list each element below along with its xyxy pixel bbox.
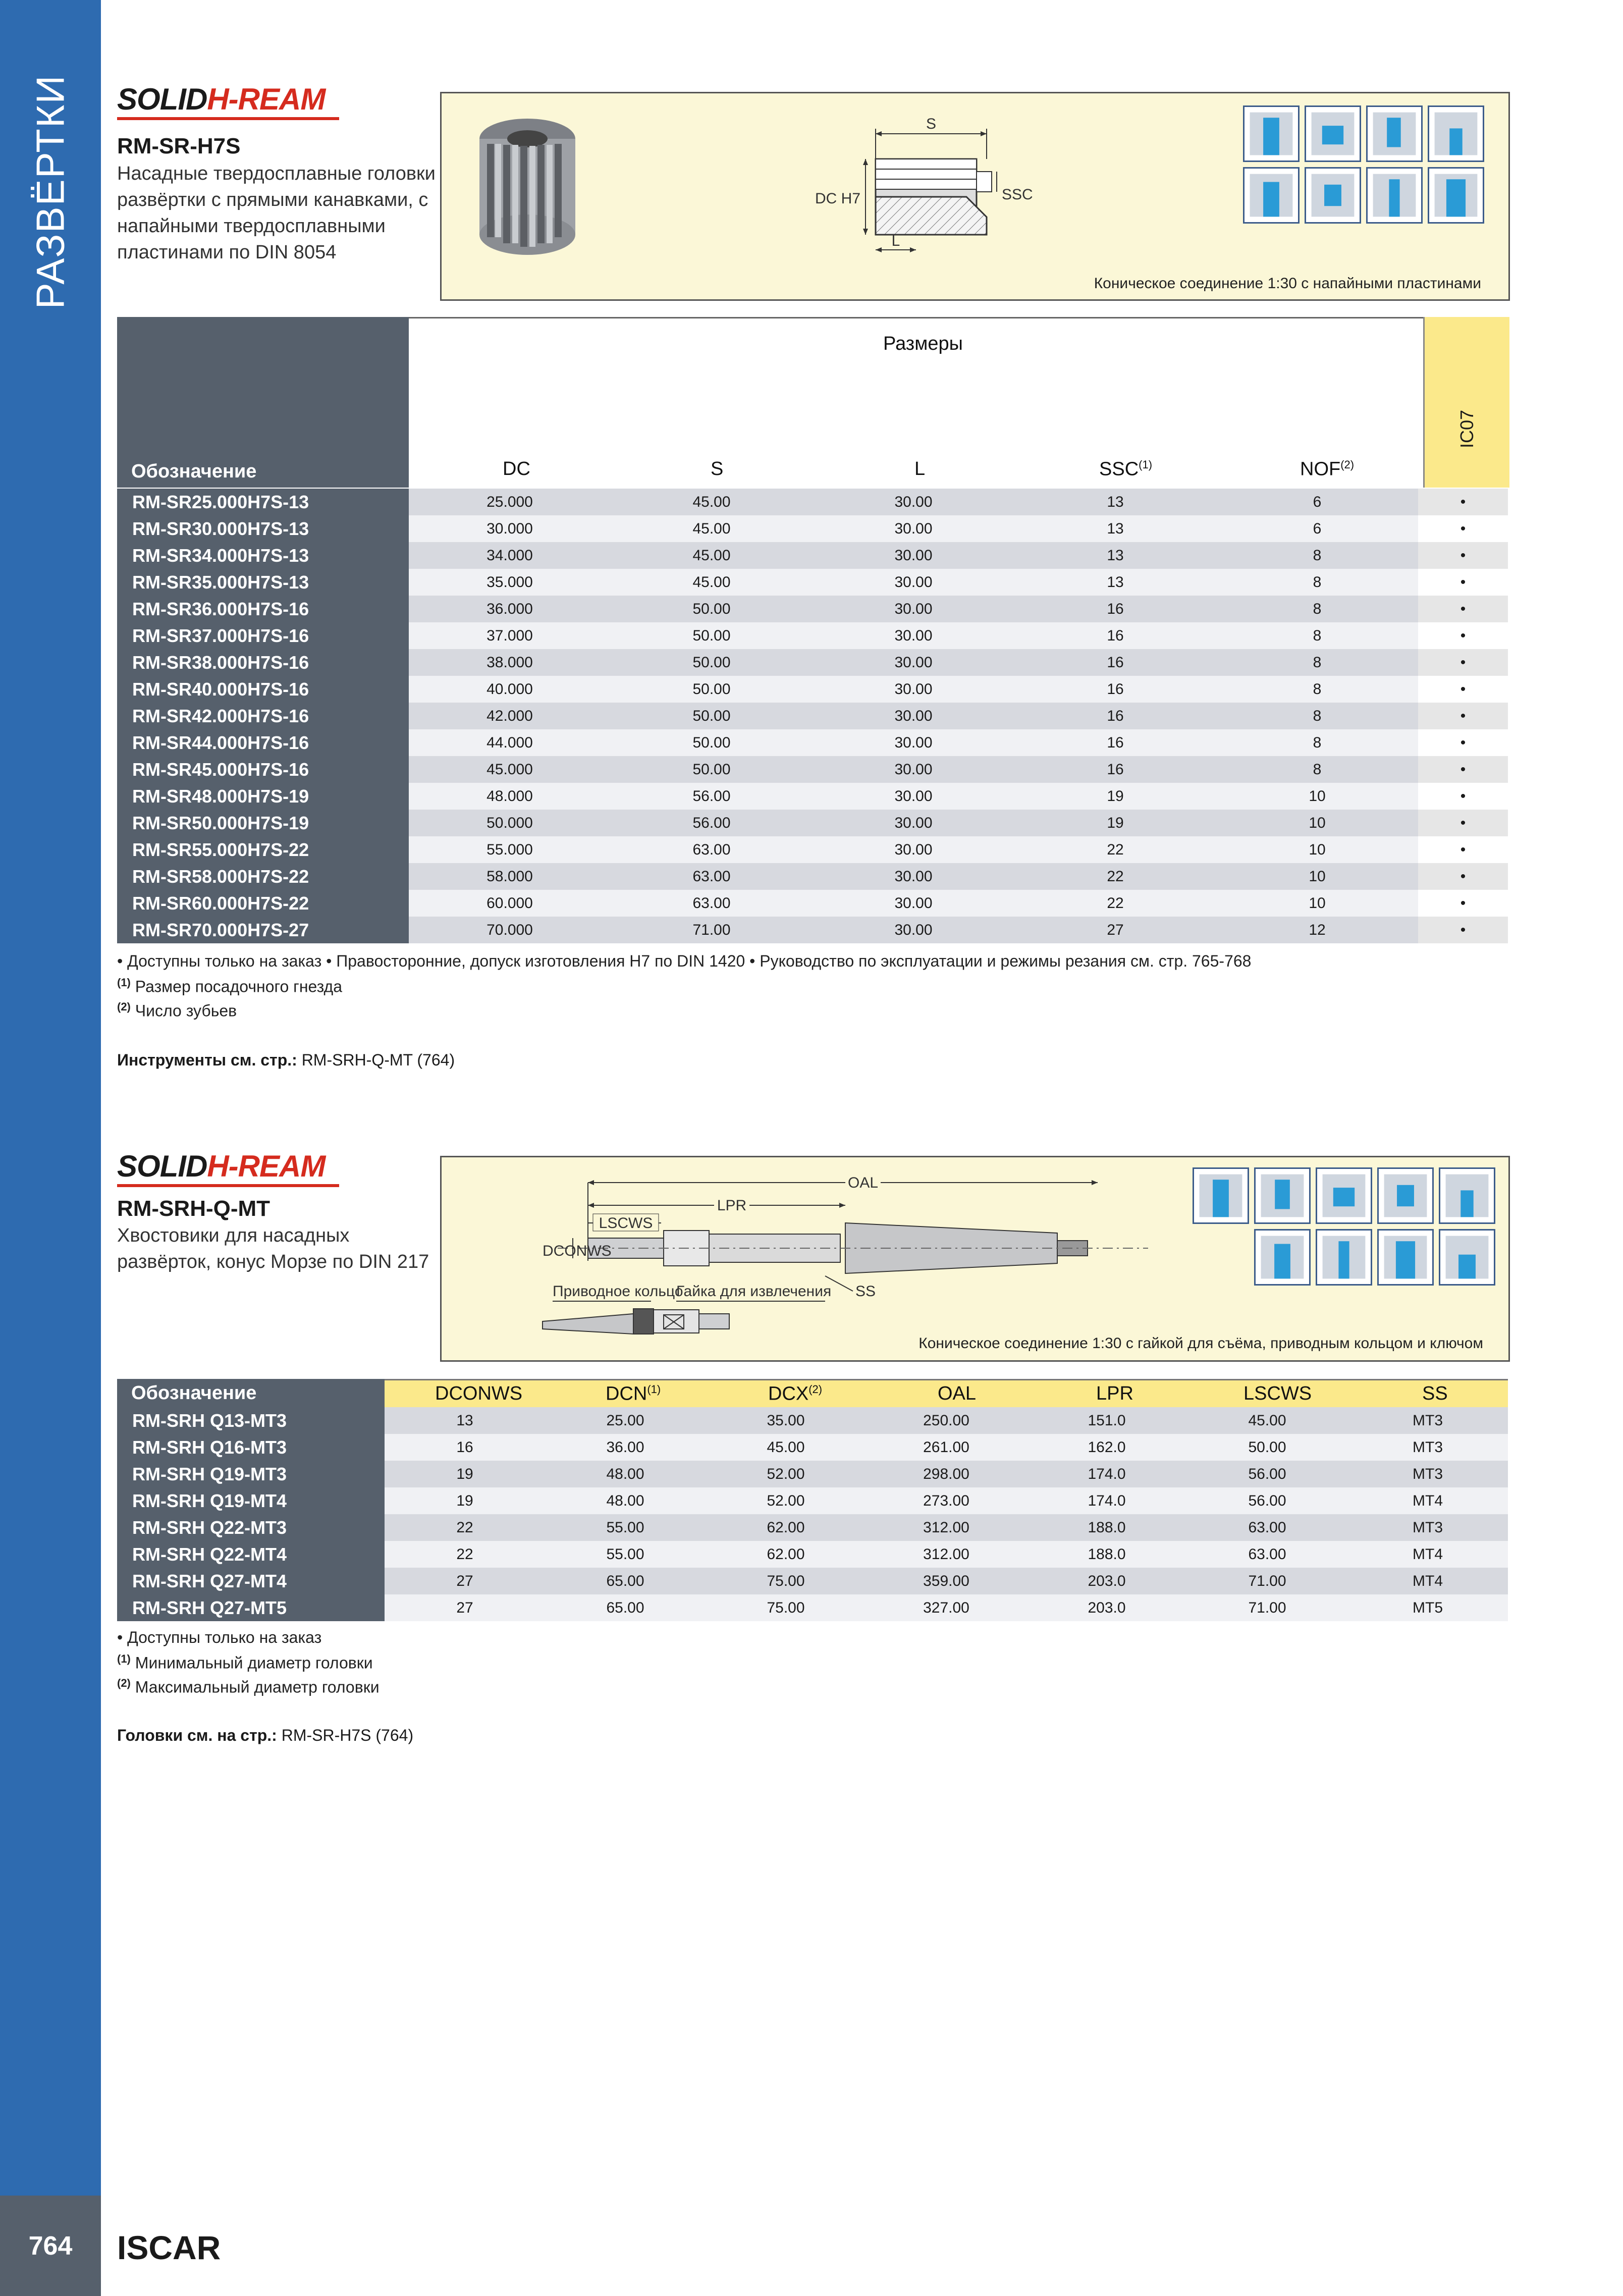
designation-cell: RM-SR48.000H7S-19 (117, 783, 409, 810)
dim-oal-label: OAL (847, 1174, 879, 1191)
product-description-2: Хвостовики для насадных развёрток, конус Морзе по DIN 217 (117, 1225, 429, 1272)
value-cell: 52.00 (706, 1461, 866, 1487)
dim-lscws-label: LSCWS (599, 1215, 653, 1232)
value-cell: 13 (1014, 542, 1216, 569)
value-cell: 45.000 (409, 756, 611, 783)
table1-cross-ref: Инструменты см. стр.: RM-SRH-Q-MT (764) (117, 1051, 455, 1069)
table-row (117, 622, 1508, 649)
application-icon (1254, 1167, 1311, 1224)
value-cell: 45.00 (706, 1434, 866, 1461)
col2-dcx: DCX$^{(2)}$ (768, 1383, 823, 1405)
value-cell: 174.0 (1026, 1461, 1187, 1487)
value-cell: 63.00 (1187, 1514, 1347, 1541)
value-cell: • (1418, 917, 1508, 943)
table-row (117, 542, 1508, 569)
value-cell: MT4 (1347, 1541, 1508, 1568)
table1-note-main: • Доступны только на заказ • Правосторонние, допуск изготовления H7 по DIN 1420 • Руководство по эксплуатации и режимы резания см. стр. 765-768 (117, 952, 1252, 970)
value-cell: 162.0 (1026, 1434, 1187, 1461)
value-cell: • (1418, 622, 1508, 649)
table-row (117, 703, 1508, 729)
value-cell: 19 (1014, 783, 1216, 810)
table-row (117, 649, 1508, 676)
application-icon (1243, 105, 1300, 162)
value-cell: 19 (385, 1461, 545, 1487)
value-cell: 10 (1216, 863, 1418, 890)
value-cell: • (1418, 596, 1508, 622)
value-cell: 30.00 (813, 703, 1014, 729)
drive-ring-label: Приводное кольцо (553, 1283, 683, 1300)
application-icon (1428, 167, 1484, 224)
value-cell: 65.00 (545, 1594, 706, 1621)
dim-dconws-label: DCONWS (543, 1243, 612, 1259)
value-cell: MT3 (1347, 1514, 1508, 1541)
value-cell: 45.00 (611, 542, 813, 569)
logo-underline (117, 117, 339, 120)
application-icon (1305, 167, 1361, 224)
connection-caption-2: Коническое соединение 1:30 с гайкой для съёма, приводным кольцом и ключом (918, 1335, 1483, 1352)
col-s: S (711, 458, 724, 479)
value-cell: 35.000 (409, 569, 611, 596)
value-cell: 75.00 (706, 1568, 866, 1594)
value-cell: 30.000 (409, 515, 611, 542)
product-panel-2 (440, 1156, 1510, 1362)
value-cell: 56.00 (611, 783, 813, 810)
value-cell: 6 (1216, 489, 1418, 515)
value-cell: • (1418, 649, 1508, 676)
value-cell: 312.00 (866, 1541, 1026, 1568)
table-row (117, 729, 1508, 756)
col-l: L (914, 458, 926, 479)
value-cell: 188.0 (1026, 1541, 1187, 1568)
table-row (117, 890, 1508, 917)
value-cell: 22 (1014, 890, 1216, 917)
value-cell: 65.00 (545, 1568, 706, 1594)
value-cell: • (1418, 489, 1508, 515)
value-cell: 13 (385, 1407, 545, 1434)
value-cell: 298.00 (866, 1461, 1026, 1487)
value-cell: 16 (1014, 596, 1216, 622)
value-cell: • (1418, 783, 1508, 810)
value-cell: 8 (1216, 703, 1418, 729)
designation-cell: RM-SR37.000H7S-16 (117, 622, 409, 649)
value-cell: 25.000 (409, 489, 611, 515)
value-cell: 56.00 (611, 810, 813, 836)
value-cell: 48.000 (409, 783, 611, 810)
solidh-ream-logo: SOLIDH-REAM (117, 82, 326, 116)
value-cell: 30.00 (813, 489, 1014, 515)
value-cell: 8 (1216, 756, 1418, 783)
table2-body (117, 1407, 1508, 1621)
value-cell: 203.0 (1026, 1568, 1187, 1594)
value-cell: 30.00 (813, 542, 1014, 569)
dim-s-label: S (926, 116, 937, 132)
value-cell: 30.00 (813, 810, 1014, 836)
value-cell: 8 (1216, 622, 1418, 649)
value-cell: 10 (1216, 783, 1418, 810)
table1-group-header: Размеры (883, 333, 963, 354)
dim-lpr-label: LPR (717, 1197, 747, 1214)
reamer-head-image (472, 114, 583, 260)
table2-header (117, 1379, 1508, 1407)
value-cell: 6 (1216, 515, 1418, 542)
value-cell: 174.0 (1026, 1487, 1187, 1514)
application-icon (1316, 1229, 1372, 1286)
value-cell: 16 (1014, 703, 1216, 729)
value-cell: 250.00 (866, 1407, 1026, 1434)
value-cell: 8 (1216, 569, 1418, 596)
table-row (117, 1434, 1508, 1461)
value-cell: MT4 (1347, 1487, 1508, 1514)
logo-underline-2 (117, 1184, 339, 1187)
designation-cell: RM-SR34.000H7S-13 (117, 542, 409, 569)
designation-cell: RM-SR42.000H7S-16 (117, 703, 409, 729)
value-cell: 44.000 (409, 729, 611, 756)
value-cell: 37.000 (409, 622, 611, 649)
value-cell: 30.00 (813, 569, 1014, 596)
shank-dimension-drawing (543, 1167, 1239, 1334)
value-cell: 45.00 (611, 515, 813, 542)
col-grade-ic07: IC07 (1423, 317, 1509, 488)
value-cell: 50.000 (409, 810, 611, 836)
designation-cell: RM-SRH Q22-MT3 (117, 1514, 385, 1541)
value-cell: 35.00 (706, 1407, 866, 1434)
value-cell: MT3 (1347, 1434, 1508, 1461)
table-row (117, 756, 1508, 783)
table2-note-2: $^{(2)}$ Максимальный диаметр головки (117, 1677, 380, 1696)
designation-cell: RM-SR58.000H7S-22 (117, 863, 409, 890)
value-cell: 56.00 (1187, 1487, 1347, 1514)
value-cell: 10 (1216, 836, 1418, 863)
col2-oal: OAL (938, 1383, 977, 1404)
value-cell: 48.00 (545, 1461, 706, 1487)
value-cell: 16 (1014, 729, 1216, 756)
value-cell: 25.00 (545, 1407, 706, 1434)
value-cell: 56.00 (1187, 1461, 1347, 1487)
value-cell: 27 (385, 1568, 545, 1594)
table1-body (117, 489, 1508, 943)
value-cell: 27 (1014, 917, 1216, 943)
designation-cell: RM-SR30.000H7S-13 (117, 515, 409, 542)
value-cell: 30.00 (813, 783, 1014, 810)
value-cell: 312.00 (866, 1514, 1026, 1541)
value-cell: 50.00 (611, 649, 813, 676)
value-cell: 8 (1216, 676, 1418, 703)
table1-note-2: $^{(2)}$ Число зубьев (117, 1000, 237, 1020)
dim-dc-label: DC H7 (815, 190, 860, 207)
application-icon (1439, 1167, 1495, 1224)
value-cell: 359.00 (866, 1568, 1026, 1594)
value-cell: 50.00 (611, 729, 813, 756)
designation-cell: RM-SRH Q13-MT3 (117, 1407, 385, 1434)
designation-cell: RM-SR38.000H7S-16 (117, 649, 409, 676)
value-cell: 22 (1014, 836, 1216, 863)
value-cell: • (1418, 810, 1508, 836)
table-row (117, 676, 1508, 703)
col2-ss: SS (1422, 1383, 1448, 1404)
designation-cell: RM-SR70.000H7S-27 (117, 917, 409, 943)
value-cell: • (1418, 863, 1508, 890)
value-cell: 63.00 (611, 836, 813, 863)
col-dc: DC (503, 458, 530, 479)
table-row (117, 1568, 1508, 1594)
connection-caption: Коническое соединение 1:30 с напайными пластинами (1094, 275, 1481, 292)
value-cell: 55.00 (545, 1514, 706, 1541)
application-icon (1243, 167, 1300, 224)
application-icons-2 (1193, 1167, 1495, 1286)
value-cell: MT4 (1347, 1568, 1508, 1594)
application-icon (1254, 1229, 1311, 1286)
col2-code: Обозначение (117, 1379, 385, 1407)
table-row (117, 783, 1508, 810)
value-cell: • (1418, 756, 1508, 783)
value-cell: 8 (1216, 542, 1418, 569)
value-cell: 8 (1216, 729, 1418, 756)
designation-cell: RM-SR55.000H7S-22 (117, 836, 409, 863)
value-cell: • (1418, 729, 1508, 756)
value-cell: 45.00 (611, 569, 813, 596)
designation-cell: RM-SR35.000H7S-13 (117, 569, 409, 596)
designation-cell: RM-SR25.000H7S-13 (117, 489, 409, 515)
value-cell: 19 (385, 1487, 545, 1514)
application-icon (1366, 167, 1423, 224)
dim-ssc-label: SSC (1002, 186, 1033, 203)
value-cell: 10 (1216, 810, 1418, 836)
designation-cell: RM-SR44.000H7S-16 (117, 729, 409, 756)
value-cell: 71.00 (611, 917, 813, 943)
value-cell: 70.000 (409, 917, 611, 943)
col2-lpr: LPR (1096, 1383, 1133, 1404)
designation-cell: RM-SRH Q27-MT5 (117, 1594, 385, 1621)
table-row (117, 810, 1508, 836)
table-row (117, 596, 1508, 622)
value-cell: 327.00 (866, 1594, 1026, 1621)
value-cell: 30.00 (813, 917, 1014, 943)
value-cell: 50.00 (611, 676, 813, 703)
value-cell: 16 (1014, 756, 1216, 783)
value-cell: 261.00 (866, 1434, 1026, 1461)
value-cell: MT3 (1347, 1461, 1508, 1487)
designation-cell: RM-SR36.000H7S-16 (117, 596, 409, 622)
value-cell: 30.00 (813, 890, 1014, 917)
sidebar (0, 0, 101, 2196)
col2-dcn: DCN$^{(1)}$ (606, 1383, 661, 1405)
page-number: 764 (28, 2231, 73, 2261)
value-cell: 63.00 (611, 863, 813, 890)
table2-note-main: • Доступны только на заказ (117, 1628, 322, 1646)
designation-cell: RM-SRH Q27-MT4 (117, 1568, 385, 1594)
value-cell: • (1418, 542, 1508, 569)
brand-footer: ISCAR (117, 2229, 221, 2266)
value-cell: 203.0 (1026, 1594, 1187, 1621)
value-cell: 36.00 (545, 1434, 706, 1461)
value-cell: 71.00 (1187, 1568, 1347, 1594)
dim-ss-label: SS (855, 1283, 876, 1300)
value-cell: 34.000 (409, 542, 611, 569)
application-icon (1377, 1229, 1434, 1286)
value-cell: 16 (385, 1434, 545, 1461)
table1-note-1: $^{(1)}$ Размер посадочного гнезда (117, 976, 343, 996)
value-cell: 60.000 (409, 890, 611, 917)
designation-cell: RM-SRH Q19-MT4 (117, 1487, 385, 1514)
table1-header-code: Обозначение (117, 317, 409, 488)
dim-l-label: L (891, 233, 900, 249)
value-cell: 30.00 (813, 756, 1014, 783)
application-icon (1377, 1167, 1434, 1224)
value-cell: 38.000 (409, 649, 611, 676)
designation-cell: RM-SR50.000H7S-19 (117, 810, 409, 836)
value-cell: 30.00 (813, 649, 1014, 676)
table-row (117, 489, 1508, 515)
table-row (117, 836, 1508, 863)
table-row (117, 1461, 1508, 1487)
head-dimension-drawing (815, 114, 1067, 265)
value-cell: 48.00 (545, 1487, 706, 1514)
designation-cell: RM-SR60.000H7S-22 (117, 890, 409, 917)
value-cell: 50.00 (611, 703, 813, 729)
designation-cell: RM-SR40.000H7S-16 (117, 676, 409, 703)
value-cell: 45.00 (1187, 1407, 1347, 1434)
value-cell: 30.00 (813, 836, 1014, 863)
value-cell: 19 (1014, 810, 1216, 836)
col2-lscws: LSCWS (1243, 1383, 1312, 1404)
value-cell: 55.000 (409, 836, 611, 863)
value-cell: 10 (1216, 890, 1418, 917)
value-cell: • (1418, 569, 1508, 596)
value-cell: 75.00 (706, 1594, 866, 1621)
value-cell: 13 (1014, 489, 1216, 515)
value-cell: 27 (385, 1594, 545, 1621)
section-title: РАЗВЁРТКИ (28, 74, 73, 309)
value-cell: 40.000 (409, 676, 611, 703)
value-cell: 45.00 (611, 489, 813, 515)
value-cell: 22 (385, 1541, 545, 1568)
value-cell: 63.00 (611, 890, 813, 917)
value-cell: 50.00 (611, 756, 813, 783)
value-cell: 30.00 (813, 622, 1014, 649)
value-cell: 36.000 (409, 596, 611, 622)
value-cell: MT3 (1347, 1407, 1508, 1434)
value-cell: 188.0 (1026, 1514, 1187, 1541)
application-icons (1243, 105, 1484, 224)
table-row (117, 1541, 1508, 1568)
application-icon (1316, 1167, 1372, 1224)
application-icon (1305, 105, 1361, 162)
value-cell: 58.000 (409, 863, 611, 890)
value-cell: • (1418, 836, 1508, 863)
table2-cross-ref: Головки см. на стр.: RM-SR-H7S (764) (117, 1726, 414, 1744)
value-cell: MT5 (1347, 1594, 1508, 1621)
value-cell: 30.00 (813, 676, 1014, 703)
value-cell: • (1418, 676, 1508, 703)
col-ssc: SSC$^{(1)}$ (1099, 458, 1153, 480)
value-cell: 50.00 (611, 596, 813, 622)
value-cell: 22 (385, 1514, 545, 1541)
value-cell: 16 (1014, 622, 1216, 649)
value-cell: 13 (1014, 569, 1216, 596)
value-cell: 30.00 (813, 729, 1014, 756)
product-title-2: RM-SRH-Q-MT (117, 1196, 270, 1221)
table-row (117, 1407, 1508, 1434)
table-row (117, 1514, 1508, 1541)
application-icon (1428, 105, 1484, 162)
table-row (117, 1594, 1508, 1621)
value-cell: 13 (1014, 515, 1216, 542)
value-cell: 8 (1216, 596, 1418, 622)
value-cell: 63.00 (1187, 1541, 1347, 1568)
table-row (117, 515, 1508, 542)
value-cell: 52.00 (706, 1487, 866, 1514)
value-cell: 62.00 (706, 1541, 866, 1568)
value-cell: 55.00 (545, 1541, 706, 1568)
application-icon (1439, 1229, 1495, 1286)
value-cell: 16 (1014, 676, 1216, 703)
value-cell: 42.000 (409, 703, 611, 729)
value-cell: • (1418, 703, 1508, 729)
value-cell: • (1418, 890, 1508, 917)
table2-note-1: $^{(1)}$ Минимальный диаметр головки (117, 1652, 373, 1672)
value-cell: 151.0 (1026, 1407, 1187, 1434)
value-cell: 50.00 (1187, 1434, 1347, 1461)
table-row (117, 917, 1508, 943)
product-panel (440, 92, 1510, 301)
value-cell: 71.00 (1187, 1594, 1347, 1621)
col2-dconws: DCONWS (435, 1383, 523, 1404)
value-cell: 12 (1216, 917, 1418, 943)
value-cell: 30.00 (813, 596, 1014, 622)
designation-cell: RM-SRH Q19-MT3 (117, 1461, 385, 1487)
value-cell: 16 (1014, 649, 1216, 676)
product-description: Насадные твердосплавные головки развёртки с прямыми канавками, с напайными твердосплавными пластинами по DIN 8054 (117, 163, 436, 263)
application-icon (1366, 105, 1423, 162)
value-cell: 22 (1014, 863, 1216, 890)
product-title: RM-SR-H7S (117, 134, 241, 158)
value-cell: 62.00 (706, 1514, 866, 1541)
table-row (117, 569, 1508, 596)
designation-cell: RM-SRH Q16-MT3 (117, 1434, 385, 1461)
application-icon (1193, 1167, 1249, 1224)
value-cell: • (1418, 515, 1508, 542)
value-cell: 273.00 (866, 1487, 1026, 1514)
table-row (117, 863, 1508, 890)
table-row (117, 1487, 1508, 1514)
value-cell: 30.00 (813, 515, 1014, 542)
value-cell: 50.00 (611, 622, 813, 649)
designation-cell: RM-SR45.000H7S-16 (117, 756, 409, 783)
designation-cell: RM-SRH Q22-MT4 (117, 1541, 385, 1568)
solidh-ream-logo-2: SOLIDH-REAM (117, 1149, 326, 1183)
value-cell: 8 (1216, 649, 1418, 676)
value-cell: 30.00 (813, 863, 1014, 890)
col-nof: NOF$^{(2)}$ (1300, 458, 1355, 480)
removal-nut-label: Гайка для извлечения (676, 1283, 832, 1300)
